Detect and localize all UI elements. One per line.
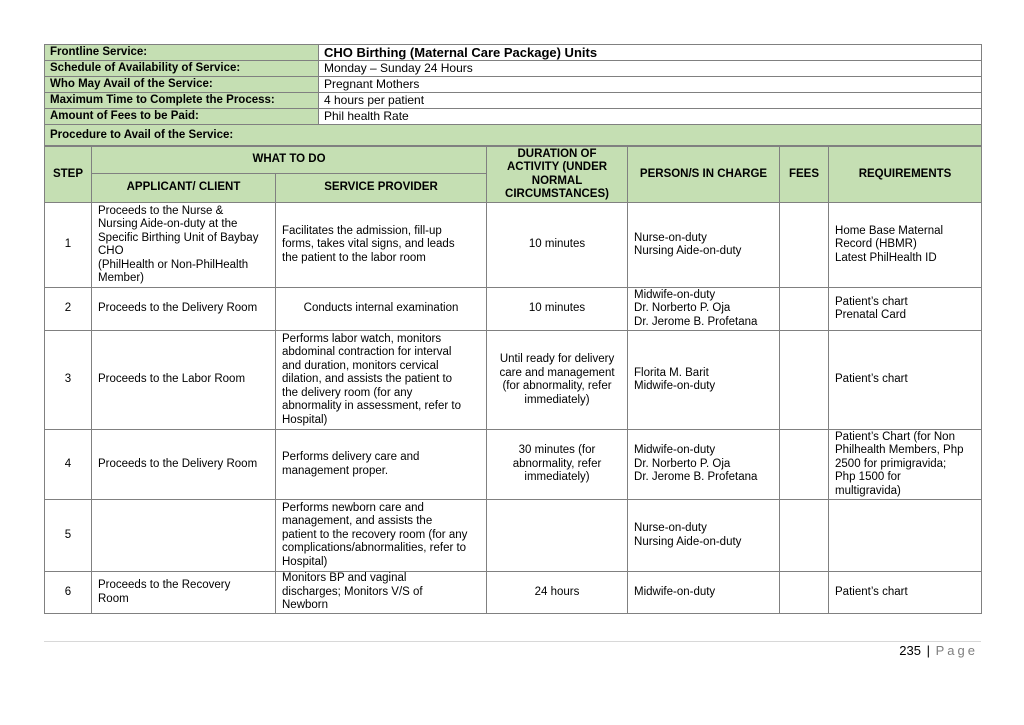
- fees-cell: [780, 500, 829, 572]
- provider-cell: Performs delivery care and management proper.: [276, 430, 487, 500]
- step-number: 5: [45, 500, 92, 572]
- step-number: 6: [45, 572, 92, 614]
- frontline-row: [45, 45, 982, 61]
- header-requirements: REQUIREMENTS: [829, 147, 982, 203]
- table-row: [45, 203, 982, 288]
- frontline-value: CHO Birthing (Maternal Care Package) Units: [319, 45, 982, 61]
- page-word: Page: [935, 643, 978, 658]
- service-info-table: [44, 44, 982, 146]
- requirements-cell: Patient’s Chart (for Non Philhealth Members, Php 2500 for primigravida; Php 1500 for multigravida): [829, 430, 982, 500]
- schedule-row: [45, 61, 982, 77]
- who-row: [45, 77, 982, 93]
- header-applicant: APPLICANT/ CLIENT: [92, 174, 276, 203]
- fees-label: Amount of Fees to be Paid:: [45, 109, 319, 125]
- table-row: [45, 500, 982, 572]
- page-separator: |: [926, 643, 930, 658]
- header-provider: SERVICE PROVIDER: [276, 174, 487, 203]
- duration-cell: [487, 500, 628, 572]
- person-cell: Florita M. Barit Midwife-on-duty: [628, 331, 780, 430]
- table-row: [45, 331, 982, 430]
- requirements-cell: Home Base Maternal Record (HBMR) Latest PhilHealth ID: [829, 203, 982, 288]
- fees-row: [45, 109, 982, 125]
- procedure-row: [45, 125, 982, 146]
- schedule-label: Schedule of Availability of Service:: [45, 61, 319, 77]
- header-step: STEP: [45, 147, 92, 203]
- fees-cell: [780, 331, 829, 430]
- duration-cell: Until ready for delivery care and management (for abnormality, refer immediately): [487, 331, 628, 430]
- step-number: 2: [45, 288, 92, 331]
- header-row-1: [45, 147, 982, 174]
- header-fees: FEES: [780, 147, 829, 203]
- applicant-cell: [92, 500, 276, 572]
- header-what-to-do: WHAT TO DO: [92, 147, 487, 174]
- table-row: [45, 430, 982, 500]
- max-time-label: Maximum Time to Complete the Process:: [45, 93, 319, 109]
- requirements-cell: [829, 500, 982, 572]
- document: [44, 44, 981, 614]
- applicant-cell: Proceeds to the Delivery Room: [92, 288, 276, 331]
- provider-cell: Monitors BP and vaginal discharges; Monitors V/S of Newborn: [276, 572, 487, 614]
- applicant-cell: Proceeds to the Nurse & Nursing Aide-on-duty at the Specific Birthing Unit of Baybay CHO (PhilHealth or Non-PhilHealth Member): [92, 203, 276, 288]
- fees-value: Phil health Rate: [319, 109, 982, 125]
- duration-cell: 10 minutes: [487, 203, 628, 288]
- provider-cell: Performs newborn care and management, and assists the patient to the recovery room (for any complications/abnormalities, refer to Hospital): [276, 500, 487, 572]
- duration-cell: 30 minutes (for abnormality, refer immediately): [487, 430, 628, 500]
- fees-cell: [780, 572, 829, 614]
- page-footer: [899, 643, 978, 658]
- requirements-cell: Patient’s chart: [829, 572, 982, 614]
- table-row: [45, 572, 982, 614]
- page-number: 235: [899, 643, 921, 658]
- applicant-cell: Proceeds to the Delivery Room: [92, 430, 276, 500]
- schedule-value: Monday – Sunday 24 Hours: [319, 61, 982, 77]
- duration-cell: 10 minutes: [487, 288, 628, 331]
- applicant-cell: Proceeds to the Labor Room: [92, 331, 276, 430]
- person-cell: Nurse-on-duty Nursing Aide-on-duty: [628, 500, 780, 572]
- step-number: 3: [45, 331, 92, 430]
- header-duration: DURATION OF ACTIVITY (UNDER NORMAL CIRCUMSTANCES): [487, 147, 628, 203]
- requirements-cell: Patient’s chart Prenatal Card: [829, 288, 982, 331]
- max-time-row: [45, 93, 982, 109]
- person-cell: Nurse-on-duty Nursing Aide-on-duty: [628, 203, 780, 288]
- fees-cell: [780, 430, 829, 500]
- procedure-label: Procedure to Avail of the Service:: [45, 125, 982, 146]
- footer-divider: [44, 641, 981, 642]
- fees-cell: [780, 288, 829, 331]
- step-number: 1: [45, 203, 92, 288]
- applicant-cell: Proceeds to the Recovery Room: [92, 572, 276, 614]
- header-person: PERSON/S IN CHARGE: [628, 147, 780, 203]
- procedure-table: [44, 146, 982, 614]
- table-row: [45, 288, 982, 331]
- duration-cell: 24 hours: [487, 572, 628, 614]
- frontline-label: Frontline Service:: [45, 45, 319, 61]
- provider-cell: Performs labor watch, monitors abdominal contraction for interval and duration, monitors cervical dilation, and assists the patient to the delivery room (for any abnormality in assessment, refer to Hospital): [276, 331, 487, 430]
- provider-cell: Facilitates the admission, fill-up forms, takes vital signs, and leads the patient to the labor room: [276, 203, 487, 288]
- person-cell: Midwife-on-duty Dr. Norberto P. Oja Dr. Jerome B. Profetana: [628, 288, 780, 331]
- requirements-cell: Patient’s chart: [829, 331, 982, 430]
- step-number: 4: [45, 430, 92, 500]
- fees-cell: [780, 203, 829, 288]
- person-cell: Midwife-on-duty Dr. Norberto P. Oja Dr. Jerome B. Profetana: [628, 430, 780, 500]
- who-value: Pregnant Mothers: [319, 77, 982, 93]
- who-label: Who May Avail of the Service:: [45, 77, 319, 93]
- person-cell: Midwife-on-duty: [628, 572, 780, 614]
- provider-cell: Conducts internal examination: [276, 288, 487, 331]
- max-time-value: 4 hours per patient: [319, 93, 982, 109]
